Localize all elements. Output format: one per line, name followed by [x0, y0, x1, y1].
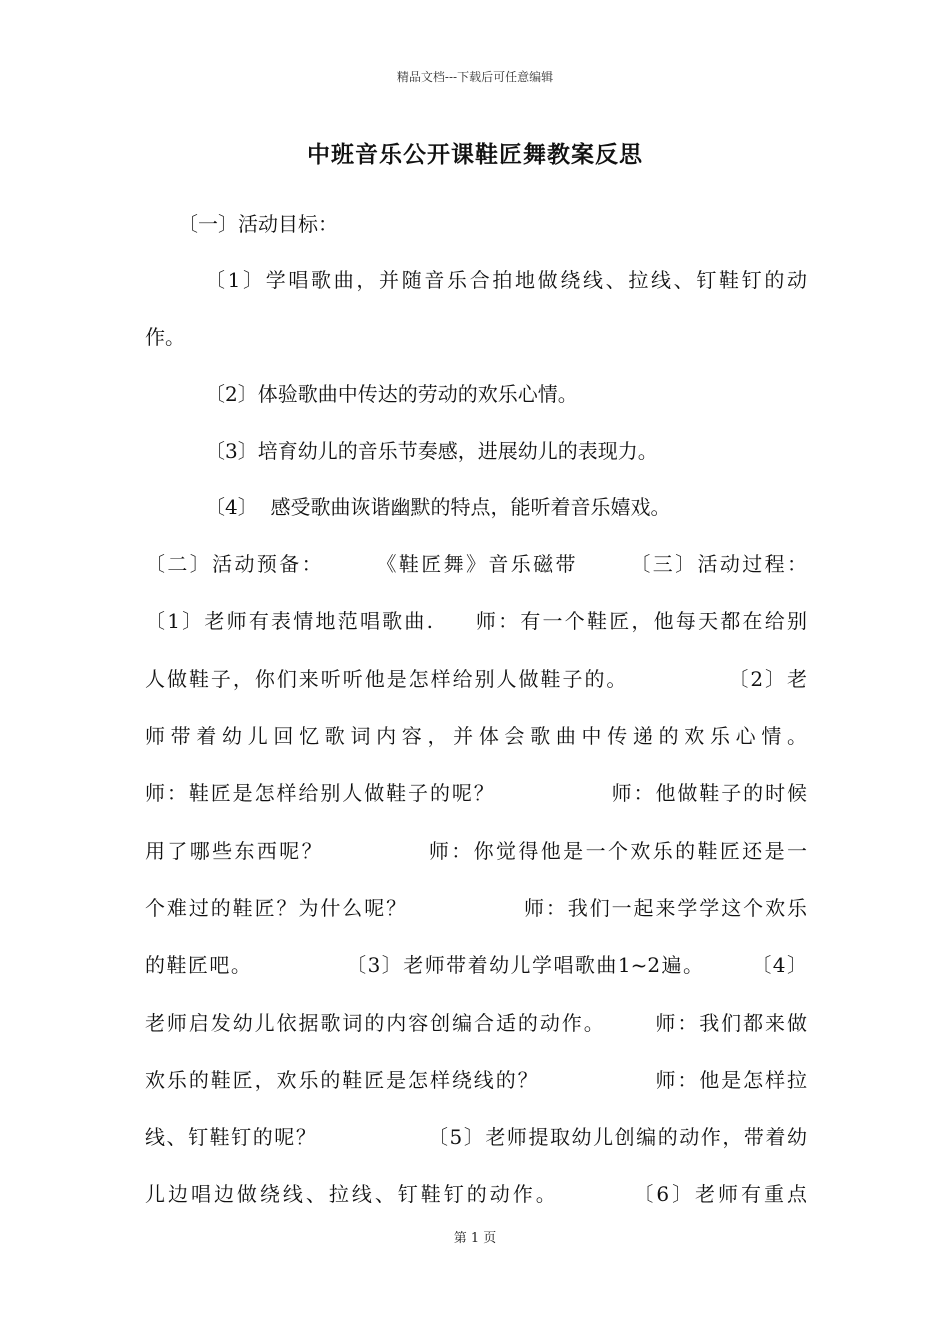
document-title: 中班音乐公开课鞋匠舞教案反思 — [307, 141, 643, 168]
text-line: 老师启发幼儿依据歌词的内容创编合适的动作。 师：我们都来做 — [145, 1011, 807, 1035]
text-line: 作。 — [145, 325, 185, 349]
page-header: 精品文档---下载后可任意编辑 — [396, 70, 554, 84]
text-line: 〔一〕活动目标： — [178, 212, 338, 236]
text-line: 〔1〕老师有表情地范唱歌曲. 师：有一个鞋匠，他每天都在给别 — [145, 609, 807, 633]
text-line: 〔1〕学唱歌曲，并随音乐合拍地做绕线、拉线、钉鞋钉的动 — [205, 268, 807, 292]
text-line: 欢乐的鞋匠，欢乐的鞋匠是怎样绕线的？ 师：他是怎样拉 — [145, 1068, 807, 1092]
text-line: 人做鞋子，你们来听听他是怎样给别人做鞋子的。 〔2〕老 — [145, 667, 807, 691]
text-line: 线、钉鞋钉的呢？ 〔5〕老师提取幼儿创编的动作，带着幼 — [145, 1125, 807, 1149]
text-line: 个难过的鞋匠？为什么呢？ 师：我们一起来学学这个欢乐 — [145, 896, 807, 920]
page-number: 第 1 页 — [453, 1231, 497, 1246]
text-line: 儿边唱边做绕线、拉线、钉鞋钉的动作。 〔6〕老师有重点 — [145, 1182, 807, 1206]
text-line: 的鞋匠吧。 〔3〕老师带着幼儿学唱歌曲1~2遍。 〔4〕 — [145, 953, 807, 977]
text-line: 用了哪些东西呢？ 师：你觉得他是一个欢乐的鞋匠还是一 — [145, 839, 807, 863]
text-line: 师带着幼儿回忆歌词内容，并体会歌曲中传递的欢乐心情。 — [145, 724, 807, 748]
text-line: 师：鞋匠是怎样给别人做鞋子的呢？ 师：他做鞋子的时候 — [145, 781, 807, 805]
text-line: 〔2〕体验歌曲中传达的劳动的欢乐心情。 — [205, 382, 578, 406]
text-line: 〔4〕 感受歌曲诙谐幽默的特点，能听着音乐嬉戏。 — [205, 495, 671, 519]
text-line: 〔二〕活动预备： 《鞋匠舞》音乐磁带 〔三〕活动过程： — [145, 552, 807, 576]
text-line: 〔3〕培育幼儿的音乐节奏感，进展幼儿的表现力。 — [205, 439, 658, 463]
